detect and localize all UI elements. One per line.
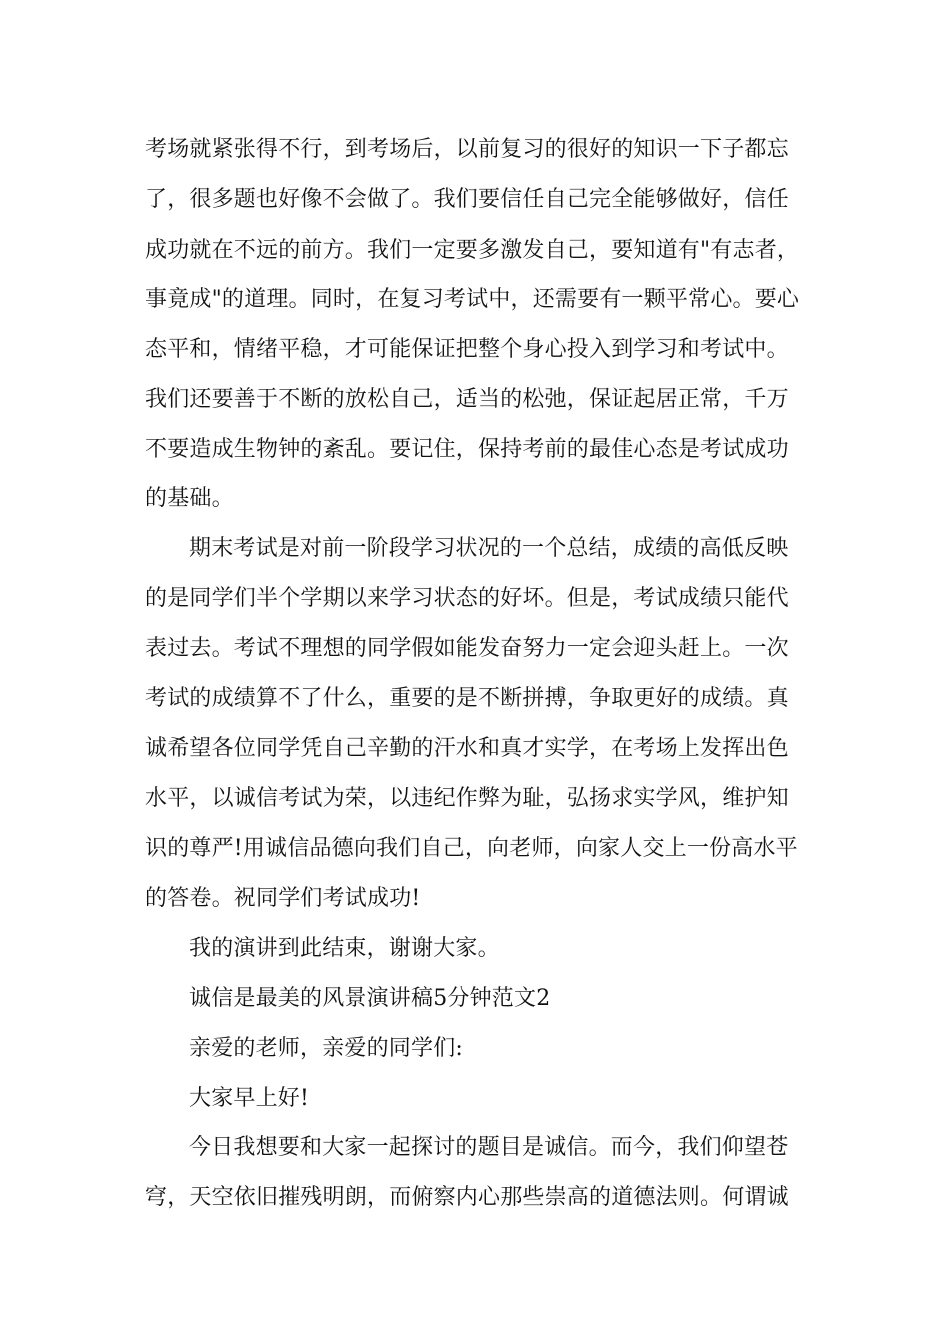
- paragraph-line: 的答卷。祝同学们考试成功!: [145, 886, 421, 911]
- paragraph-line: 的基础。: [145, 486, 234, 511]
- greeting-line: 大家早上好!: [189, 1086, 310, 1111]
- section-heading: 诚信是最美的风景演讲稿5分钟范文2: [189, 986, 551, 1011]
- paragraph-line: 识的尊严!用诚信品德向我们自己，向老师，向家人交上一份高水平: [145, 836, 798, 861]
- salutation-line: 亲爱的老师，亲爱的同学们:: [189, 1036, 464, 1061]
- paragraph-line: 态平和，情绪平稳，才可能保证把整个身心投入到学习和考试中。: [145, 337, 789, 362]
- paragraph-line: 我们还要善于不断的放松自己，适当的松弛，保证起居正常，千万: [145, 387, 789, 412]
- paragraph-line: 水平，以诚信考试为荣，以违纪作弊为耻，弘扬求实学风，维护知: [145, 786, 789, 811]
- paragraph-line: 穹，天空依旧摧残明朗，而俯察内心那些崇高的道德法则。何谓诚: [145, 1185, 789, 1210]
- paragraph-line: 考试的成绩算不了什么，重要的是不断拼搏，争取更好的成绩。真: [145, 686, 789, 711]
- paragraph-line: 成功就在不远的前方。我们一定要多激发自己，要知道有"有志者，: [145, 238, 800, 263]
- paragraph-line: 诚希望各位同学凭自己辛勤的汗水和真才实学，在考场上发挥出色: [145, 736, 789, 761]
- paragraph-line: 考场就紧张得不行，到考场后，以前复习的很好的知识一下子都忘: [145, 137, 789, 162]
- paragraph-line: 事竟成"的道理。同时，在复习考试中，还需要有一颗平常心。要心: [145, 287, 800, 312]
- paragraph-line: 期末考试是对前一阶段学习状况的一个总结，成绩的高低反映: [189, 536, 789, 561]
- paragraph-line: 不要造成生物钟的紊乱。要记住，保持考前的最佳心态是考试成功: [145, 437, 789, 462]
- paragraph-line: 今日我想要和大家一起探讨的题目是诚信。而今，我们仰望苍: [189, 1135, 789, 1160]
- paragraph-line: 的是同学们半个学期以来学习状态的好坏。但是，考试成绩只能代: [145, 586, 789, 611]
- paragraph-line: 表过去。考试不理想的同学假如能发奋努力一定会迎头赶上。一次: [145, 636, 789, 661]
- closing-line: 我的演讲到此结束，谢谢大家。: [189, 936, 500, 961]
- paragraph-line: 了，很多题也好像不会做了。我们要信任自己完全能够做好，信任: [145, 187, 789, 212]
